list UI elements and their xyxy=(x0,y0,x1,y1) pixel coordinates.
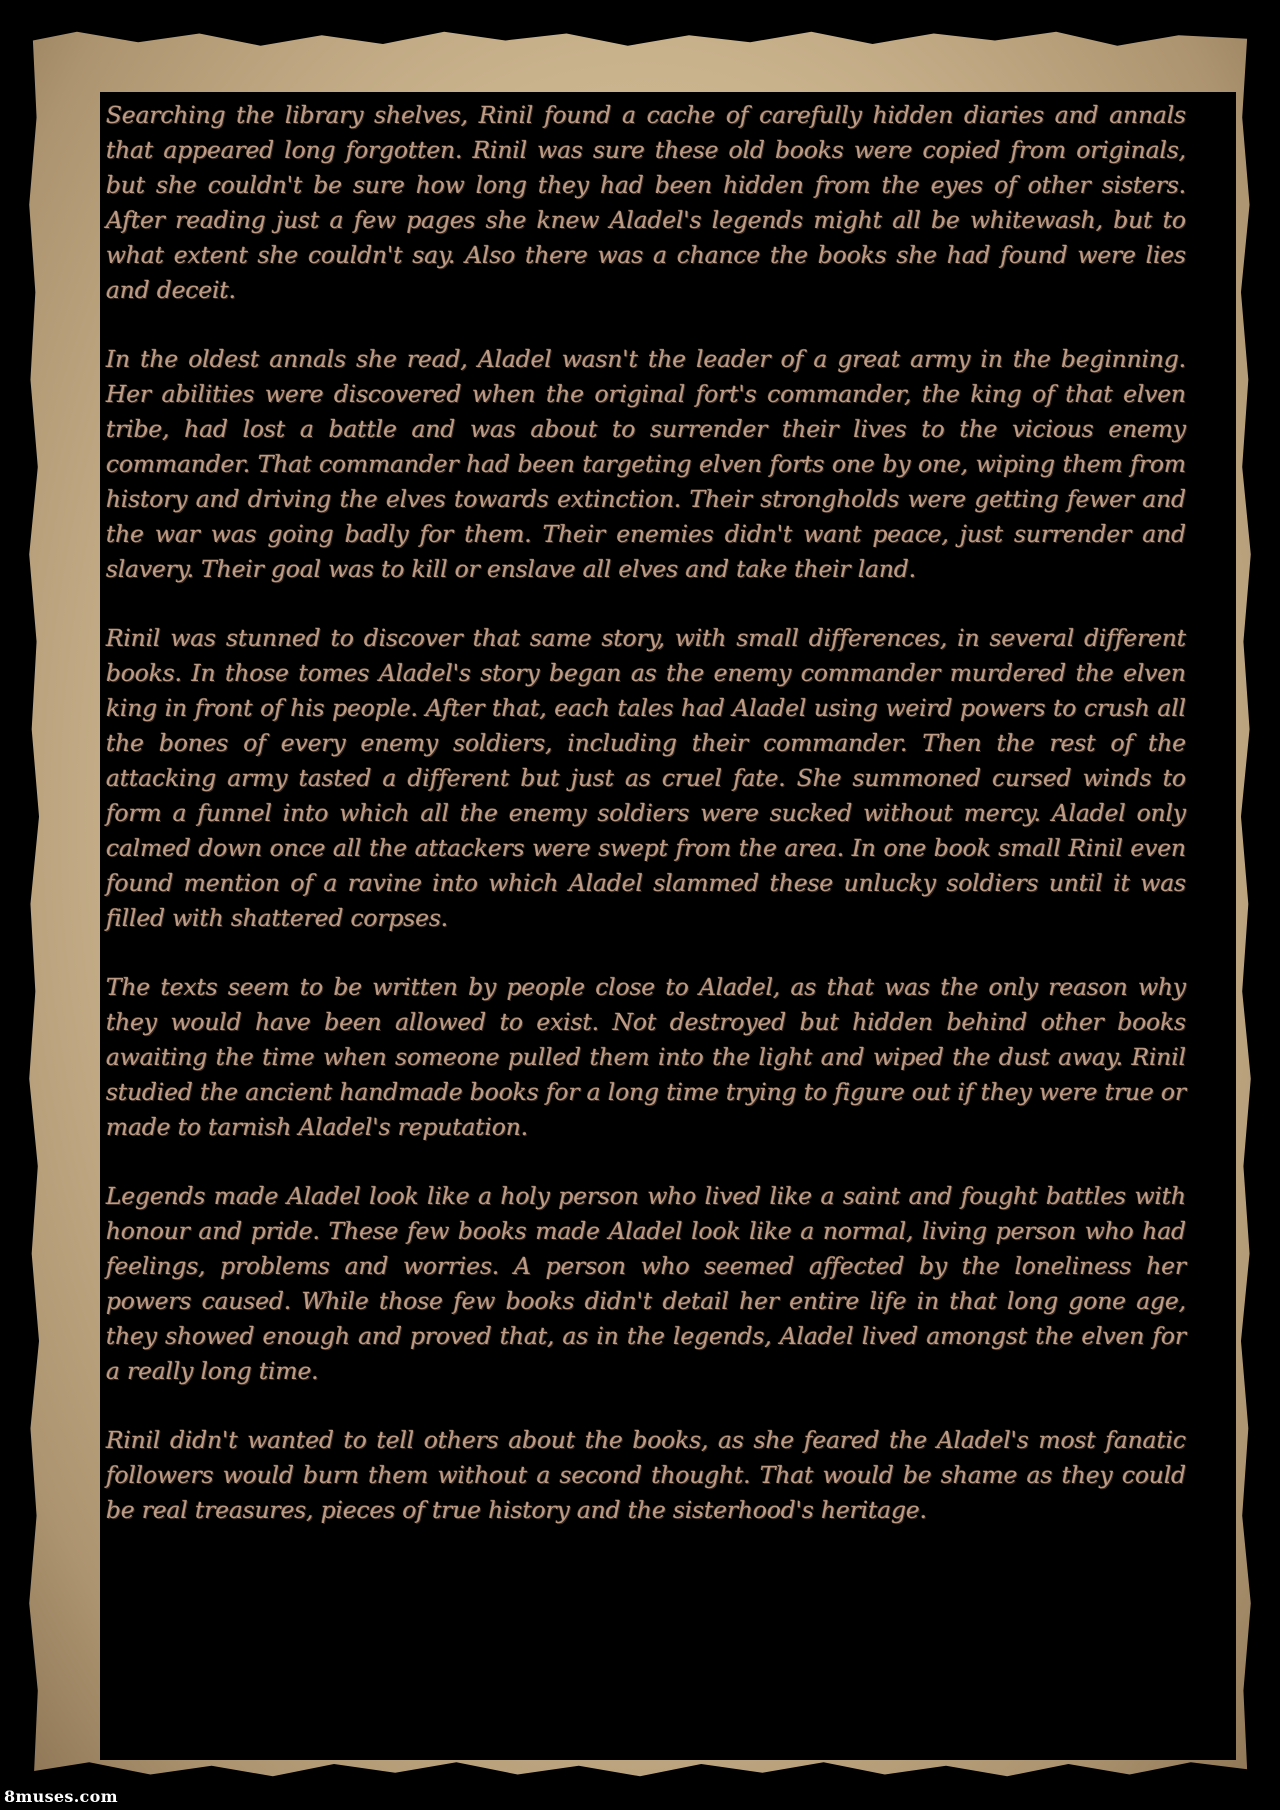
paragraph-3: Rinil was stunned to discover that same story, with small differences, in several different books. In those tomes Aladel's story began as the enemy commander murdered the elven king in front of his people. After that, each tales had Aladel using weird powers to crush all the bones of every enemy soldiers, including their commander. Then the rest of the attacking army tasted a different but just as cruel fate. She summoned cursed winds to form a funnel into which all the enemy soldiers were sucked without mercy. Aladel only calmed down once all the attackers were swept from the area. In one book small Rinil even found mention of a ravine into which Aladel slammed these unlucky soldiers until it was filled with shattered corpses. xyxy=(106,624,1186,932)
text-panel xyxy=(100,92,1236,1760)
site-watermark: 8muses.com xyxy=(4,1787,118,1806)
paragraph-6: Rinil didn't wanted to tell others about the books, as she feared the Aladel's most fanatic followers would burn them without a second thought. That would be shame as they could be real treasures, pieces of true history and the sisterhood's heritage. xyxy=(106,1426,1186,1524)
story-text xyxy=(106,98,1186,1562)
paragraph-5: Legends made Aladel look like a holy person who lived like a saint and fought battles with honour and pride. These few books made Aladel look like a normal, living person who had feelings, problems and worries. A person who seemed affected by the loneliness her powers caused. While those few books didn't detail her entire life in that long gone age, they showed enough and proved that, as in the legends, Aladel lived amongst the elven for a really long time. xyxy=(106,1182,1186,1385)
paragraph-1: Searching the library shelves, Rinil found a cache of carefully hidden diaries and annals that appeared long forgotten. Rinil was sure these old books were copied from originals, but she couldn't be sure how long they had been hidden from the eyes of other sisters. After reading just a few pages she knew Aladel's legends might all be whitewash, but to what extent she couldn't say. Also there was a chance the books she had found were lies and deceit. xyxy=(106,101,1186,304)
paragraph-2: In the oldest annals she read, Aladel wasn't the leader of a great army in the beginning. Her abilities were discovered when the original fort's commander, the king of that elven tribe, had lost a battle and was about to surrender their lives to the vicious enemy commander. That commander had been targeting elven forts one by one, wiping them from history and driving the elves towards extinction. Their strongholds were getting fewer and the war was going badly for them. Their enemies didn't want peace, just surrender and slavery. Their goal was to kill or enslave all elves and take their land. xyxy=(106,345,1186,583)
paragraph-4: The texts seem to be written by people close to Aladel, as that was the only reason why they would have been allowed to exist. Not destroyed but hidden behind other books awaiting the time when someone pulled them into the light and wiped the dust away. Rinil studied the ancient handmade books for a long time trying to figure out if they were true or made to tarnish Aladel's reputation. xyxy=(106,973,1186,1141)
